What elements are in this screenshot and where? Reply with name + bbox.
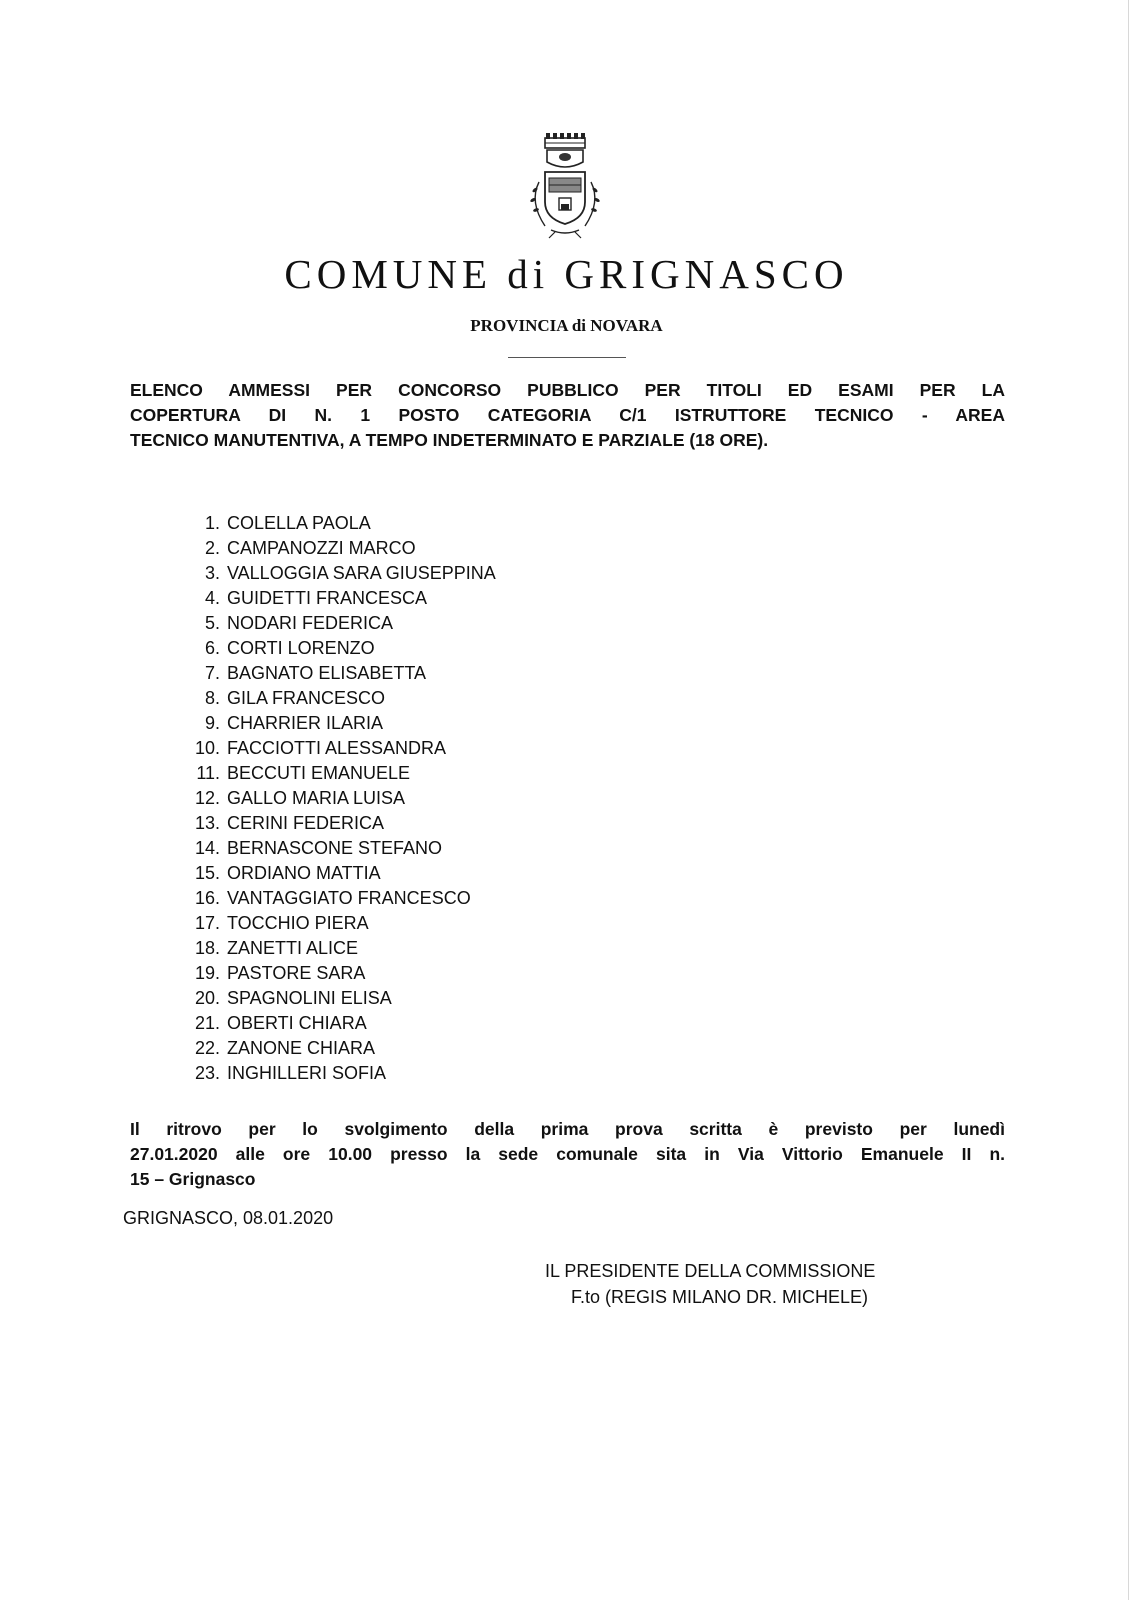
list-item-name: OBERTI CHIARA xyxy=(227,1013,367,1033)
heading-line: COPERTURA DI N. 1 POSTO CATEGORIA C/1 ISTRUTTORE TECNICO - AREA xyxy=(130,405,1005,425)
list-item xyxy=(185,986,496,1011)
list-item-number: 6. xyxy=(204,638,220,658)
list-item-name: ZANETTI ALICE xyxy=(227,938,359,958)
list-item xyxy=(185,886,496,911)
list-item xyxy=(185,936,496,961)
list-item xyxy=(185,686,496,711)
list-item-number: 19. xyxy=(194,963,220,983)
list-item-name: PASTORE SARA xyxy=(227,963,366,983)
signature-name: F.to (REGIS MILANO DR. MICHELE) xyxy=(571,1287,869,1307)
list-item-name: ZANONE CHIARA xyxy=(227,1038,376,1058)
list-item-number: 22. xyxy=(194,1038,220,1058)
exam-notice xyxy=(130,1117,1005,1192)
list-item xyxy=(185,836,496,861)
list-item-name: GILA FRANCESCO xyxy=(227,688,386,708)
list-item xyxy=(185,911,496,936)
list-item xyxy=(185,661,496,686)
list-item-number: 2. xyxy=(204,538,220,558)
list-item xyxy=(185,636,496,661)
list-item-name: BERNASCONE STEFANO xyxy=(227,838,443,858)
list-item-number: 1. xyxy=(204,513,220,533)
list-item-name: NODARI FEDERICA xyxy=(227,613,394,633)
list-item-name: GALLO MARIA LUISA xyxy=(227,788,406,808)
list-item-name: GUIDETTI FRANCESCA xyxy=(227,588,428,608)
list-item xyxy=(185,761,496,786)
list-item-number: 9. xyxy=(204,713,220,733)
list-item-number: 4. xyxy=(204,588,220,608)
list-item-number: 23. xyxy=(194,1063,220,1083)
list-item-name: CORTI LORENZO xyxy=(227,638,375,658)
list-item-number: 17. xyxy=(194,913,220,933)
list-item-name: COLELLA PAOLA xyxy=(227,513,371,533)
list-item xyxy=(185,536,496,561)
document-heading xyxy=(130,378,1005,453)
list-item xyxy=(185,1036,496,1061)
list-item-number: 20. xyxy=(194,988,220,1008)
list-item-name: VALLOGGIA SARA GIUSEPPINA xyxy=(227,563,496,583)
place-date: GRIGNASCO, 08.01.2020 xyxy=(123,1208,334,1228)
list-item-number: 12. xyxy=(194,788,220,808)
list-item xyxy=(185,1061,496,1086)
list-item xyxy=(185,586,496,611)
list-item-name: CHARRIER ILARIA xyxy=(227,713,384,733)
list-item xyxy=(185,961,496,986)
list-item-name: CERINI FEDERICA xyxy=(227,813,385,833)
list-item xyxy=(185,861,496,886)
list-item-number: 21. xyxy=(194,1013,220,1033)
list-item xyxy=(185,1011,496,1036)
notice-line: Il ritrovo per lo svolgimento della prima prova scritta è previsto per lunedì xyxy=(130,1119,1005,1139)
list-item-number: 7. xyxy=(204,663,220,683)
list-item-number: 14. xyxy=(194,838,220,858)
list-item xyxy=(185,736,496,761)
page-subtitle: PROVINCIA di NOVARA xyxy=(470,316,663,335)
divider xyxy=(508,357,626,358)
list-item xyxy=(185,561,496,586)
notice-line: 27.01.2020 alle ore 10.00 presso la sede comunale sita in Via Vittorio Emanuele II n. xyxy=(130,1144,1005,1164)
list-item-name: SPAGNOLINI ELISA xyxy=(227,988,392,1008)
list-item-name: VANTAGGIATO FRANCESCO xyxy=(227,888,471,908)
list-item-name: BECCUTI EMANUELE xyxy=(227,763,411,783)
list-item-name: CAMPANOZZI MARCO xyxy=(227,538,416,558)
list-item-number: 10. xyxy=(194,738,220,758)
list-item xyxy=(185,711,496,736)
list-item-number: 15. xyxy=(194,863,220,883)
list-item-number: 11. xyxy=(196,763,220,783)
list-item-name: FACCIOTTI ALESSANDRA xyxy=(227,738,447,758)
signature-title: IL PRESIDENTE DELLA COMMISSIONE xyxy=(545,1261,876,1281)
list-item-number: 8. xyxy=(204,688,220,708)
list-item-name: BAGNATO ELISABETTA xyxy=(227,663,427,683)
list-item xyxy=(185,786,496,811)
list-item-number: 5. xyxy=(204,613,220,633)
scan-edge-line xyxy=(1128,0,1129,1600)
list-item-name: TOCCHIO PIERA xyxy=(227,913,369,933)
heading-line: ELENCO AMMESSI PER CONCORSO PUBBLICO PER TITOLI ED ESAMI PER LA xyxy=(130,380,1005,400)
notice-line: 15 – Grignasco xyxy=(130,1169,256,1189)
list-item-name: INGHILLERI SOFIA xyxy=(227,1063,387,1083)
list-item-number: 13. xyxy=(194,813,220,833)
candidates-list xyxy=(185,511,496,1086)
list-item-name: ORDIANO MATTIA xyxy=(227,863,381,883)
list-item-number: 3. xyxy=(204,563,220,583)
list-item xyxy=(185,811,496,836)
list-item-number: 16. xyxy=(194,888,220,908)
coat-of-arms-icon xyxy=(515,132,615,240)
list-item xyxy=(185,511,496,536)
signature-block xyxy=(545,1258,875,1310)
page-title: COMUNE di GRIGNASCO xyxy=(284,251,849,297)
heading-line: TECNICO MANUTENTIVA, A TEMPO INDETERMINATO E PARZIALE (18 ORE). xyxy=(130,430,769,450)
list-item xyxy=(185,611,496,636)
list-item-number: 18. xyxy=(194,938,220,958)
